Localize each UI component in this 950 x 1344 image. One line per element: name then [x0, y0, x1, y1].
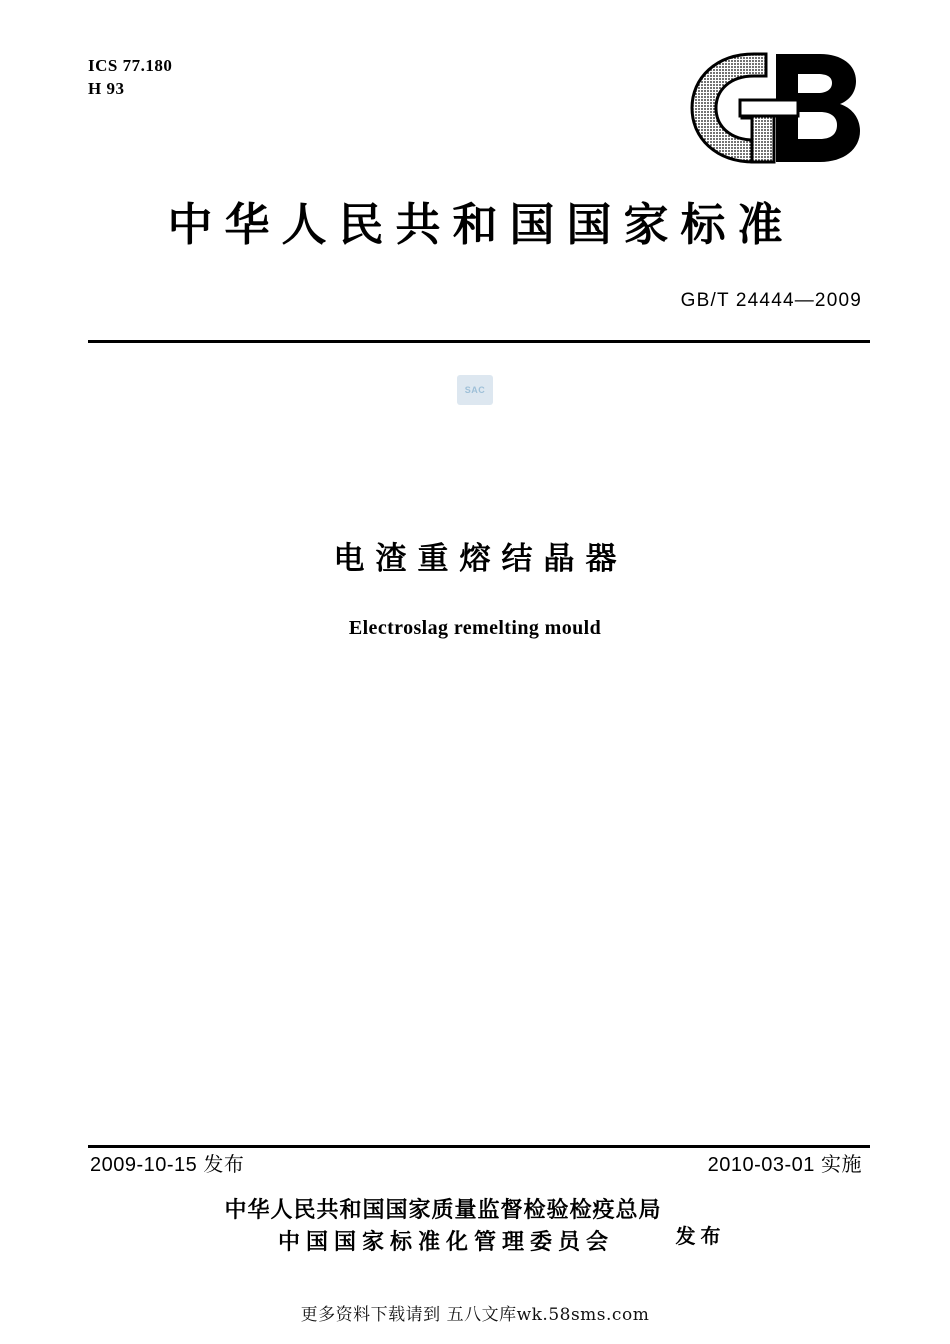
standard-number: GB/T 24444—2009 — [680, 290, 862, 311]
issuer-org-line-1: 中华人民共和国国家质量监督检验检疫总局 — [224, 1197, 662, 1223]
divider-top — [88, 340, 870, 343]
issue-date: 2009-10-15 发布 — [90, 1154, 245, 1176]
issuer-organizations — [224, 1195, 661, 1259]
issuer-verb: 发布 — [675, 1224, 726, 1249]
ccs-code: H 93 — [88, 78, 125, 98]
sac-watermark-icon: SAC — [457, 375, 493, 405]
implementation-date: 2010-03-01 实施 — [707, 1154, 862, 1176]
document-title-english: Electroslag remelting mould — [348, 617, 602, 639]
page-title: 中华人民共和国国家标准 — [167, 198, 795, 251]
document-title-chinese: 电渣重熔结晶器 — [333, 541, 628, 577]
ics-classification-block — [88, 55, 172, 101]
ics-code: ICS 77.180 — [88, 56, 173, 75]
issuer-block — [0, 1195, 950, 1259]
footer-note: 更多资料下载请到 五八文库wk.58sms.com — [300, 1305, 650, 1325]
gb-logo-icon — [680, 48, 870, 168]
issuer-org-line-2: 中国国家标准化管理委员会 — [277, 1228, 614, 1255]
